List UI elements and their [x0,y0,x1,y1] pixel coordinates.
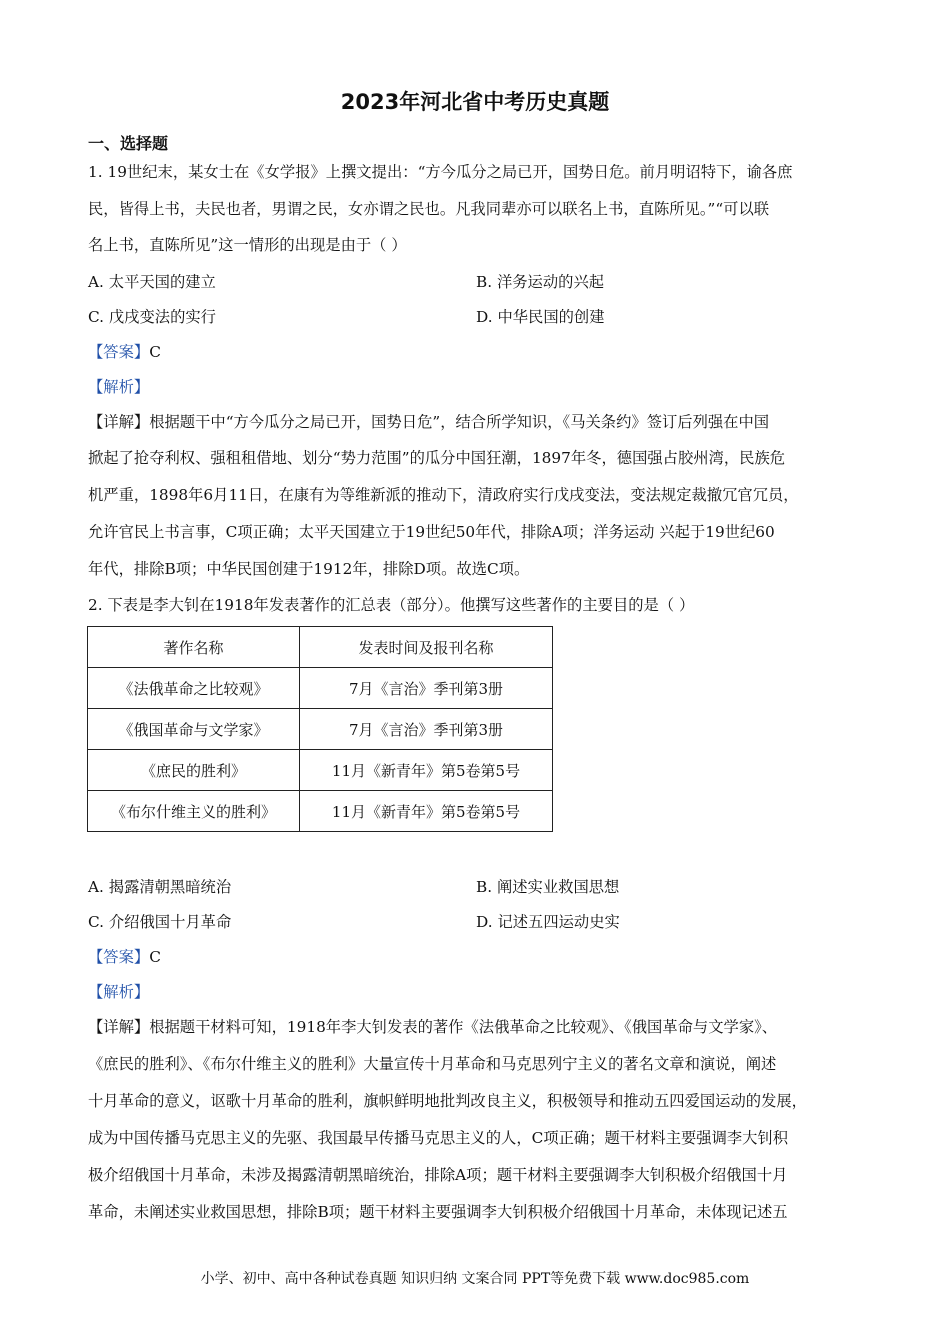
q1-option-d: D. 中华民国的创建 [476,308,605,326]
q2-option-a: A. 揭露清朝黑暗统治 [88,878,232,896]
q1-detail-line: 机严重，1898年6月11日，在康有为等维新派的推动下，清政府实行戊戌变法，变法规定裁撤冗官冗员， [88,486,799,504]
q1-detail-line [88,410,769,432]
table-cell: 《法俄革命之比较观》 [88,668,300,709]
section-heading: 一、选择题 [88,134,169,153]
table-cell: 11月《新青年》第5卷第5号 [300,791,553,832]
q2-detail-line: 十月革命的意义，讴歌十月革命的胜利，旗帜鲜明地批判改良主义，积极领导和推动五四爱国运动的发展， [88,1092,807,1110]
q2-answer [88,945,161,967]
q1-option-c: C. 戊戌变法的实行 [88,308,216,326]
answer-value: C [149,948,161,966]
table-cell: 11月《新青年》第5卷第5号 [300,750,553,791]
table-row [88,709,553,750]
detail-text: 根据题干材料可知，1918年李大钊发表的著作《法俄革命之比较观》、《俄国革命与文学家》、 [149,1018,778,1036]
q2-option-b: B. 阐述实业救国思想 [476,878,620,896]
q1-detail-line: 掀起了抢夺利权、强租租借地、划分“势力范围”的瓜分中国狂潮，1897年冬，德国强占胶州湾，民族危 [88,449,786,467]
q2-detail-line [88,1015,777,1037]
q1-detail-line: 允许官民上书言事，C项正确；太平天国建立于19世纪50年代，排除A项；洋务运动 兴起于19世纪60 [88,523,775,541]
q2-detail-line: 革命，未阐述实业救国思想，排除B项；题干材料主要强调李大钊积极介绍俄国十月革命，未体现记述五 [88,1203,788,1221]
q2-option-c: C. 介绍俄国十月革命 [88,913,232,931]
q2-detail-line: 成为中国传播马克思主义的先驱、我国最早传播马克思主义的人，C项正确；题干材料主要强调李大钊积 [88,1129,789,1147]
table-row [88,668,553,709]
q2-option-d: D. 记述五四运动史实 [476,913,620,931]
q1-option-a: A. 太平天国的建立 [88,273,216,291]
q1-stem-line: 名上书，直陈所见”这一情形的出现是由于（ ） [88,236,407,254]
analysis-tag: 【解析】 [88,378,150,396]
page-footer: 小学、初中、高中各种试卷真题 知识归纳 文案合同 PPT等免费下载 www.doc985.com [200,1271,750,1287]
table-header-row [88,627,553,668]
q2-detail-line: 极介绍俄国十月革命，未涉及揭露清朝黑暗统治，排除A项；题干材料主要强调李大钊积极介绍俄国十月 [88,1166,788,1184]
q1-analysis-tag [88,375,149,397]
answer-value: C [149,343,161,361]
answer-tag: 【答案】 [88,343,150,361]
table-header-cell: 著作名称 [88,627,300,668]
page-title: 2023年河北省中考历史真题 [340,90,610,114]
q2-analysis-tag [88,980,149,1002]
table-cell: 7月《言治》季刊第3册 [300,668,553,709]
table-row [88,750,553,791]
detail-tag: 【详解】 [88,1018,150,1036]
q1-stem-line: 民，皆得上书，夫民也者，男谓之民，女亦谓之民也。凡我同辈亦可以联名上书，直陈所见。”“可以联 [88,200,770,218]
q2-stem: 2. 下表是李大钊在1918年发表著作的汇总表（部分）。他撰写这些著作的主要目的是（ ） [88,596,695,614]
detail-text: 根据题干中“方今瓜分之局已开，国势日危”，结合所学知识，《马关条约》签订后列强在中国 [149,413,770,431]
q1-answer [88,340,161,362]
q1-option-b: B. 洋务运动的兴起 [476,273,605,291]
table-cell: 《俄国革命与文学家》 [88,709,300,750]
table-header-cell: 发表时间及报刊名称 [300,627,553,668]
detail-tag: 【详解】 [88,413,150,431]
q1-detail-line: 年代，排除B项；中华民国创建于1912年，排除D项。故选C项。 [88,560,530,578]
table-cell: 《庶民的胜利》 [88,750,300,791]
analysis-tag: 【解析】 [88,983,150,1001]
answer-tag: 【答案】 [88,948,150,966]
works-table [87,626,553,832]
table-cell: 《布尔什维主义的胜利》 [88,791,300,832]
q1-stem-line: 1. 19世纪末，某女士在《女学报》上撰文提出：“方今瓜分之局已开，国势日危。前月明诏特下，谕各庶 [88,163,793,181]
q2-detail-line: 《庶民的胜利》、《布尔什维主义的胜利》大量宣传十月革命和马克思列宁主义的著名文章和演说，阐述 [88,1055,777,1073]
table-cell: 7月《言治》季刊第3册 [300,709,553,750]
table-row [88,791,553,832]
